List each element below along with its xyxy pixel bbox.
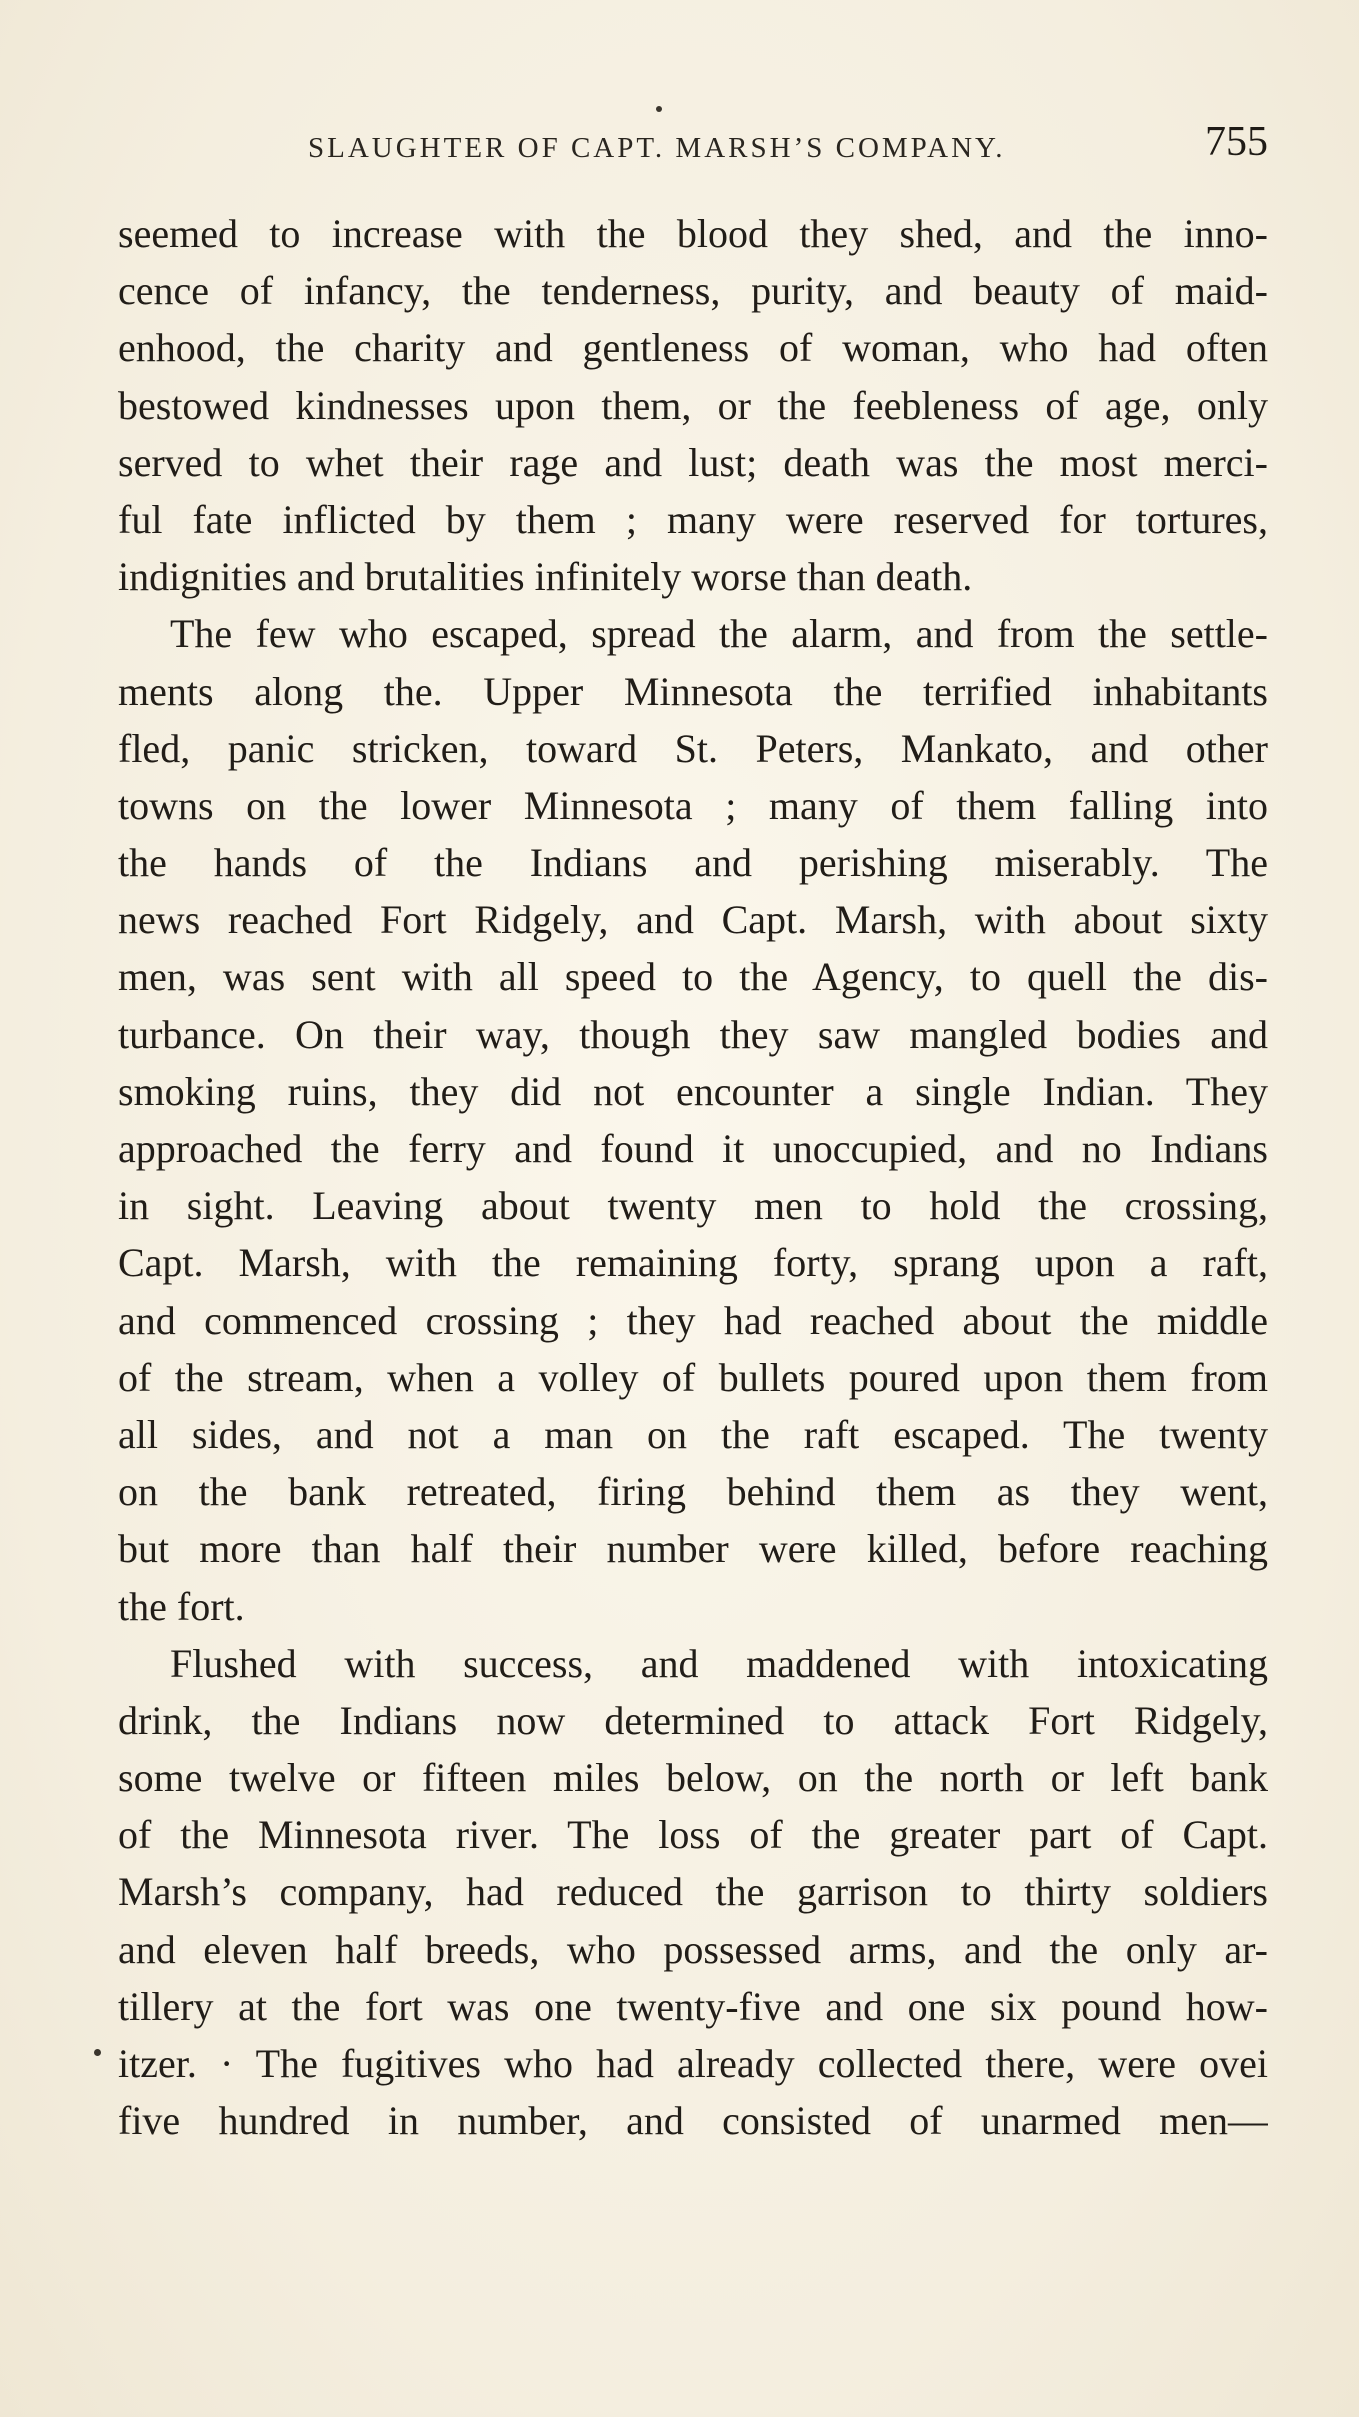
text-line: bestowed kindnesses upon them, or the feebleness of age, only — [118, 382, 1268, 428]
text-line: men, was sent with all speed to the Agency, to quell the dis- — [118, 954, 1268, 1000]
text-line: ments along the. Upper Minnesota the terrified inhabitants — [118, 668, 1268, 714]
text-line: all sides, and not a man on the raft escaped. The twenty — [118, 1411, 1268, 1457]
text-line: approached the ferry and found it unoccupied, and no Indians — [118, 1126, 1268, 1171]
text-line: drink, the Indians now determined to attack Fort Ridgely, — [118, 1697, 1268, 1743]
page-number: 755 — [1205, 119, 1268, 165]
text-line: turbance. On their way, though they saw mangled bodies and — [118, 1011, 1268, 1057]
text-line: the fort. — [118, 1583, 245, 1629]
text-line: Flushed with success, and maddened with intoxicating — [170, 1640, 1268, 1686]
text-line: cence of infancy, the tenderness, purity, and beauty of maid- — [118, 268, 1268, 314]
text-line: five hundred in number, and consisted of unarmed men— — [118, 2098, 1268, 2144]
running-head: SLAUGHTER OF CAPT. MARSH’S COMPANY. — [308, 132, 1006, 164]
text-line: of the stream, when a volley of bullets poured upon them from — [118, 1354, 1268, 1400]
text-line: in sight. Leaving about twenty men to hold the crossing, — [118, 1183, 1268, 1229]
text-line: ful fate inflicted by them ; many were reserved for tortures, — [118, 496, 1268, 542]
text-line: and eleven half breeds, who possessed arms, and the only ar- — [118, 1926, 1268, 1972]
text-line: towns on the lower Minnesota ; many of them falling into — [118, 782, 1268, 828]
text-line: served to whet their rage and lust; death was the most merci- — [118, 439, 1268, 485]
text-line: Capt. Marsh, with the remaining forty, sprang upon a raft, — [118, 1240, 1268, 1286]
text-line: the hands of the Indians and perishing miserably. The — [118, 840, 1268, 886]
text-line: tillery at the fort was one twenty-five and one six pound how- — [118, 1983, 1268, 2029]
text-line: Marsh’s company, had reduced the garrison to thirty soldiers — [118, 1869, 1268, 1915]
text-line: but more than half their number were killed, before reaching — [118, 1526, 1268, 1572]
text-line: enhood, the charity and gentleness of woman, who had often — [118, 325, 1268, 371]
text-line: smoking ruins, they did not encounter a single Indian. They — [118, 1068, 1268, 1114]
text-line: seemed to increase with the blood they shed, and the inno- — [118, 211, 1268, 256]
text-line: on the bank retreated, firing behind them as they went, — [118, 1469, 1268, 1515]
page-header — [118, 118, 1268, 178]
text-line: of the Minnesota river. The loss of the greater part of Capt. — [118, 1812, 1268, 1858]
text-line: news reached Fort Ridgely, and Capt. Marsh, with about sixty — [118, 897, 1268, 943]
ink-speck — [94, 2049, 101, 2056]
text-line: indignities and brutalities infinitely worse than death. — [118, 554, 973, 600]
text-line: some twelve or fifteen miles below, on the north or left bank — [118, 1755, 1268, 1801]
text-line: and commenced crossing ; they had reached about the middle — [118, 1297, 1268, 1343]
text-line: itzer. · The fugitives who had already collected there, were ovei — [118, 2041, 1268, 2086]
ink-speck — [656, 106, 662, 112]
text-line: fled, panic stricken, toward St. Peters, Mankato, and other — [118, 725, 1268, 771]
body-text — [118, 205, 1268, 2149]
text-line: The few who escaped, spread the alarm, and from the settle- — [170, 611, 1268, 657]
